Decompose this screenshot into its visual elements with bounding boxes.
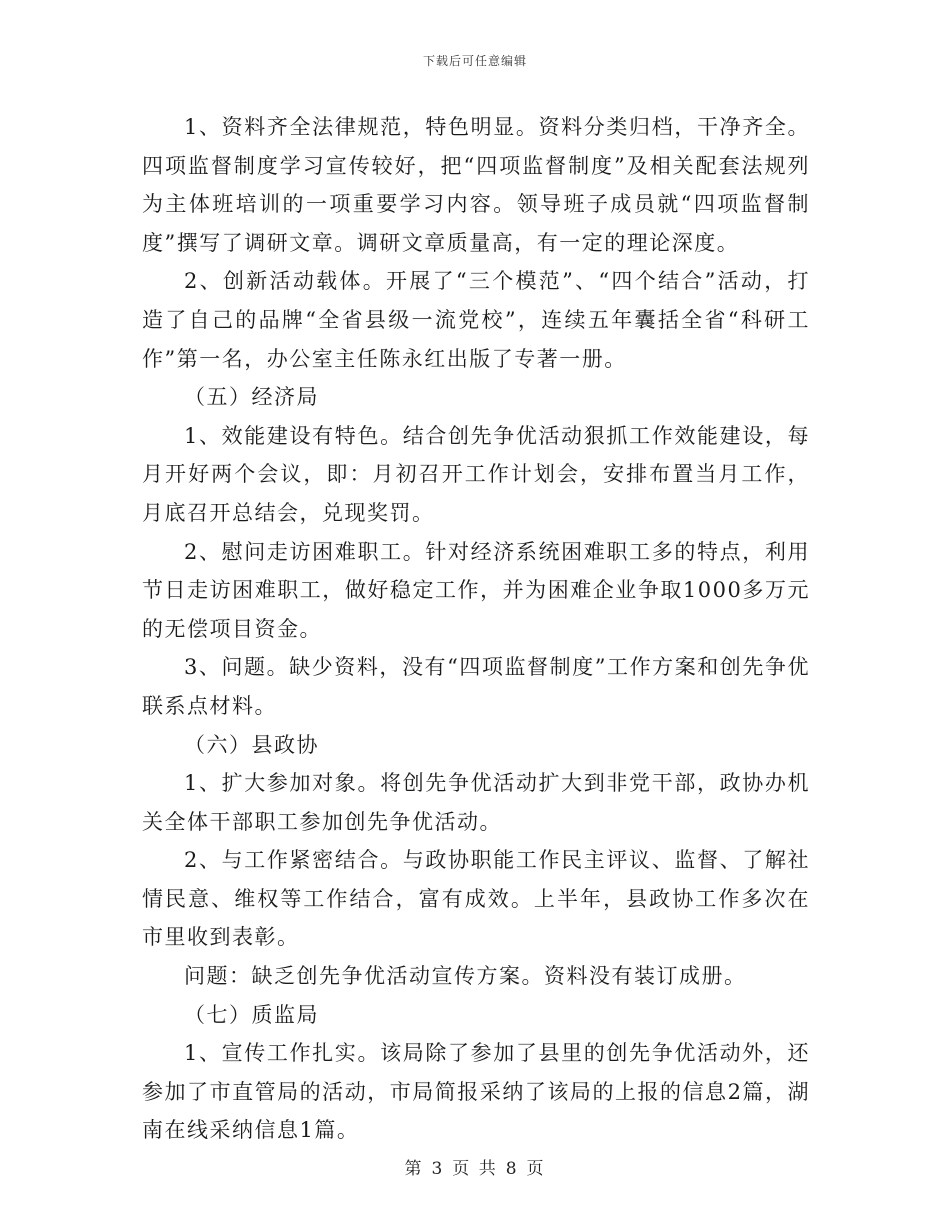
page-footer <box>0 1154 950 1179</box>
section-heading: （五）经济局 <box>184 385 319 410</box>
footer-prefix: 第 <box>404 1159 424 1179</box>
paragraph: 2、慰问走访困难职工。针对经济系统困难职工多的特点，利用节日走访困难职工，做好稳定工作，并为困难企业争取1000多万元的无偿项目资金。 <box>142 539 810 641</box>
paragraph: 2、与工作紧密结合。与政协职能工作民主评议、监督、了解社情民意、维权等工作结合，富有成效。上半年，县政协工作多次在市里收到表彰。 <box>142 848 810 950</box>
section-heading: （七）质监局 <box>184 1002 319 1027</box>
paragraph: 1、效能建设有特色。结合创先争优活动狠抓工作效能建设，每月开好两个会议，即：月初召开工作计划会，安排布置当月工作，月底召开总结会，兑现奖罚。 <box>142 423 810 525</box>
paragraph: 1、资料齐全法律规范，特色明显。资料分类归档，干净齐全。四项监督制度学习宣传较好，把“四项监督制度”及相关配套法规列为主体班培训的一项重要学习内容。领导班子成员就“四项监督制度”撰写了调研文章。调研文章质量高，有一定的理论深度。 <box>142 115 810 255</box>
page-header: 下载后可任意编辑 <box>422 54 527 68</box>
paragraph: 1、扩大参加对象。将创先争优活动扩大到非党干部，政协办机关全体干部职工参加创先争优活动。 <box>142 771 810 834</box>
paragraph: 3、问题。缺少资料，没有“四项监督制度”工作方案和创先争优联系点材料。 <box>142 655 810 718</box>
footer-suffix: 页 <box>526 1159 546 1179</box>
current-page-number: 3 <box>431 1159 445 1179</box>
section-heading: （六）县政协 <box>184 732 319 757</box>
document-body <box>142 108 810 1150</box>
total-page-number: 8 <box>505 1159 519 1179</box>
footer-middle: 页 共 <box>452 1159 498 1179</box>
paragraph: 1、宣传工作扎实。该局除了参加了县里的创先争优活动外，还参加了市直管局的活动，市局简报采纳了该局的上报的信息2篇，湖南在线采纳信息1篇。 <box>142 1041 810 1143</box>
paragraph: 2、创新活动载体。开展了“三个模范”、“四个结合”活动，打造了自己的品牌“全省县级一流党校”，连续五年囊括全省“科研工作”第一名，办公室主任陈永红出版了专著一册。 <box>142 269 810 371</box>
paragraph: 问题：缺乏创先争优活动宣传方案。资料没有装订成册。 <box>184 964 747 989</box>
